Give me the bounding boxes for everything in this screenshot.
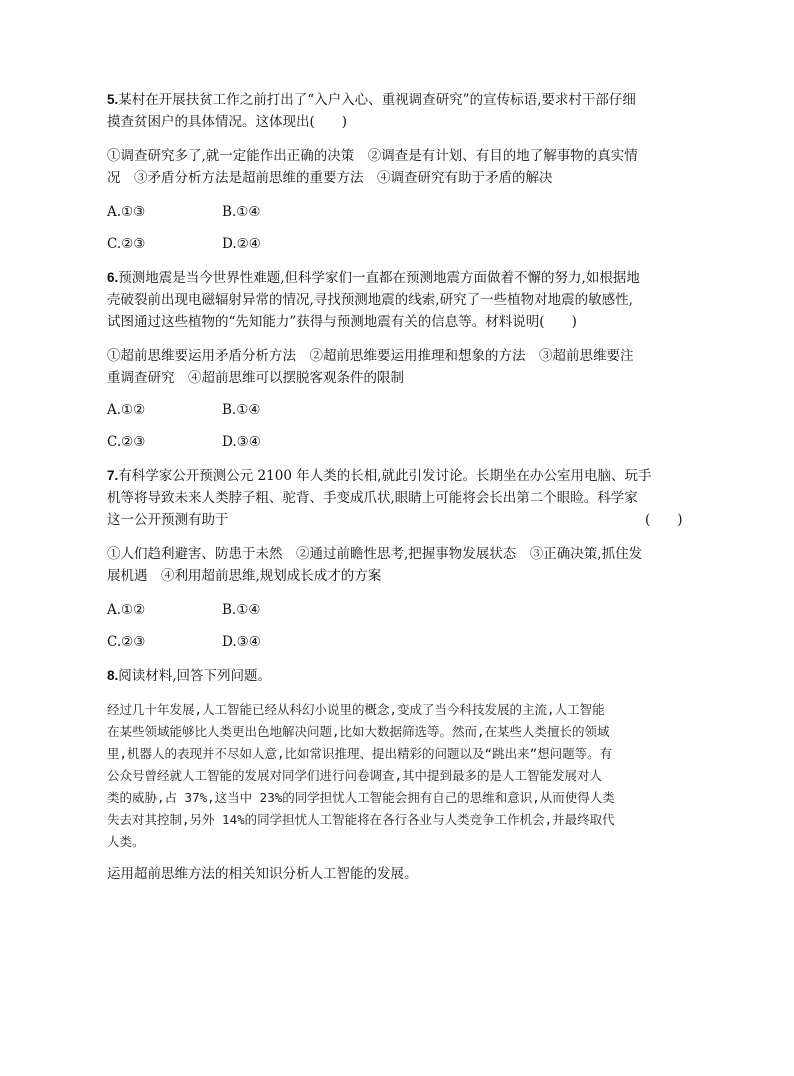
q8-stem-text: 阅读材料,回答下列问题。 — [118, 668, 272, 684]
q7-stem-line-2: 机等将导致未来人类脖子粗、驼背、手变成爪状,眼睛上可能将会长出第二个眼睑。科学家 — [107, 490, 638, 506]
q8-stem-line — [107, 666, 271, 686]
q6-stem-line-2: 壳破裂前出现电磁辐射异常的情况,寻找预测地震的线索,研究了一些植物对地震的敏感性, — [107, 292, 633, 308]
q5-option-a: A.①③ — [107, 204, 146, 220]
q8-material-line-2: 在某些领域能够比人类更出色地解决问题,比如大数据筛选等。然而,在某些人类擅长的领域 — [107, 724, 610, 739]
q8-number: 8. — [107, 668, 119, 683]
q6-option-d: D.③④ — [222, 434, 261, 450]
q6-option-c: C.②③ — [107, 434, 146, 450]
q8-material-line-5: 类的威胁,占 37%,这当中 23%的同学担忧人工智能会拥有自己的思维和意识,从而使得人类 — [107, 790, 615, 805]
q7-option-c: C.②③ — [107, 634, 146, 650]
q8-question: 运用超前思维方法的相关知识分析人工智能的发展。 — [107, 866, 418, 882]
q7-statements-line-1: ①人们趋利避害、防患于未然 ②通过前瞻性思考,把握事物发展状态 ③正确决策,抓住发 — [107, 546, 643, 562]
q7-option-d: D.③④ — [222, 634, 261, 650]
q6-stem-line-1 — [107, 268, 640, 288]
q7-number: 7. — [107, 468, 119, 483]
q7-option-a: A.①② — [107, 602, 146, 618]
q8-material-line-3: 里,机器人的表现并不尽如人意,比如常识推理、提出精彩的问题以及“跳出来”想问题等。有 — [107, 746, 613, 761]
q6-stem-text-1: 预测地震是当今世界性难题,但科学家们一直都在预测地震方面做着不懈的努力,如根据地 — [118, 270, 640, 286]
q5-stem-line-1 — [107, 90, 636, 110]
q7-option-b: B.①④ — [222, 602, 261, 618]
q6-option-b: B.①④ — [222, 402, 261, 418]
q7-stem-line-1 — [107, 466, 652, 486]
q5-option-c: C.②③ — [107, 236, 146, 252]
q7-stem-text-1: 有科学家公开预测公元 2100 年人类的长相,就此引发讨论。长期坐在办公室用电脑、玩手 — [118, 468, 652, 484]
q5-stem-line-2: 摸查贫困户的具体情况。这体现出( ) — [107, 114, 348, 130]
q7-answer-paren: ( ) — [645, 512, 683, 528]
q8-material-line-6: 失去对其控制,另外 14%的同学担忧人工智能将在各行各业与人类竞争工作机会,并最终取代 — [107, 812, 615, 827]
q5-stem-text-1: 某村在开展扶贫工作之前打出了“入户入心、重视调查研究”的宣传标语,要求村干部仔细 — [118, 92, 636, 108]
q6-statements-line-1: ①超前思维要运用矛盾分析方法 ②超前思维要运用推理和想象的方法 ③超前思维要注 — [107, 348, 634, 364]
q5-statements-line-2: 况 ③矛盾分析方法是超前思维的重要方法 ④调查研究有助于矛盾的解决 — [107, 170, 553, 186]
q6-stem-line-3: 试图通过这些植物的“先知能力”获得与预测地震有关的信息等。材料说明( ) — [107, 314, 577, 330]
q5-number: 5. — [107, 92, 119, 107]
q8-material-line-4: 公众号曾经就人工智能的发展对同学们进行问卷调查,其中提到最多的是人工智能发展对人 — [107, 768, 603, 783]
q7-stem-line-3: 这一公开预测有助于 — [107, 512, 229, 528]
q6-option-a: A.①② — [107, 402, 146, 418]
q8-material-line-1: 经过几十年发展,人工智能已经从科幻小说里的概念,变成了当今科技发展的主流,人工智能 — [107, 702, 605, 717]
q8-material-line-7: 人类。 — [107, 834, 145, 849]
q6-number: 6. — [107, 270, 119, 285]
q5-option-b: B.①④ — [222, 204, 261, 220]
q7-statements-line-2: 展机遇 ④利用超前思维,规划成长成才的方案 — [107, 568, 382, 584]
q5-statements-line-1: ①调查研究多了,就一定能作出正确的决策 ②调查是有计划、有目的地了解事物的真实情 — [107, 148, 638, 164]
q6-statements-line-2: 重调查研究 ④超前思维可以摆脱客观条件的限制 — [107, 370, 404, 386]
q5-option-d: D.②④ — [222, 236, 261, 252]
